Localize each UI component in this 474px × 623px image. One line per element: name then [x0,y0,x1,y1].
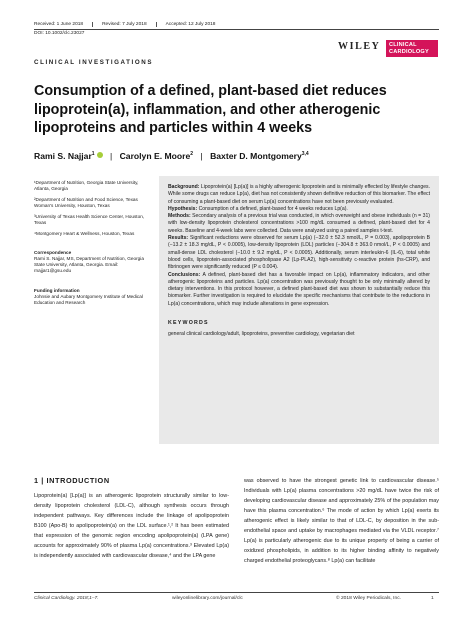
author-affiliation-mark: 3,4 [301,151,309,158]
orcid-icon[interactable] [97,152,103,158]
abstract-conclusions [168,272,430,308]
received-date: Received: 1 June 2018 [34,22,93,27]
author-name[interactable]: Rami S. Najjar [34,151,92,161]
abstract-text: A defined, plant-based diet has a favorable impact on Lp(a), inflammatory indicators, and other atherogenic lipoproteins and particles. Lp(a) concentration was previously thought to be only minimally altered by dietary interventions. In this protocol however, a defined plant-based diet was shown to substantially reduce this biomarker. Further investigation is required to elucidate the specific mechanisms that contribute to the reductions in Lp(a) concentrations, which may include alterations in gene expression. [168,271,430,307]
abstract-hypothesis [168,206,430,213]
author-separator: | [109,151,113,161]
header-rule [34,29,439,30]
footer-journal: Clinical Cardiology. 2018;1–7. [34,596,99,601]
footer-copyright: © 2018 Wiley Periodicals, Inc. [336,596,402,601]
funding [34,288,146,306]
paragraph: was observed to have the strongest genetic link to cardiovascular disease.⁵ Individuals with Lp(a) plasma concentrations >20 mg/dL have twice the risk of developing cardiovascular disease and approximately 25% of the population may have this plasma concentration.⁶ The mode of action by which Lp(a) exerts its atherogenic effect is likely similar to that of LDL-C, by deposition in the sub-endothelial space and uptake by macrophages mediated via the VLDL receptor.⁷ Lp(a) is particularly atherogenic due to its unique property of being a carrier of oxidized phospholipids, in addition to its higher binding affinity to negatively charged endothelial proteoglycans.⁸ Lp(a) can facilitate [244,478,439,564]
author-name[interactable]: Carolyn E. Moore [119,151,191,161]
affiliation: ³University of Texas Health Science Center, Houston, Texas [34,214,145,226]
intro-text-right [244,476,439,566]
journal-name-line1: CLINICAL [389,42,417,48]
abstract-text: Consumption of a defined, plant-based for 4 weeks reduces Lp(a). [198,205,348,212]
intro-text-left [34,491,229,561]
author-affiliation-mark: 2 [190,151,194,158]
footer-url[interactable]: wileyonlinelibrary.com/journal/clc [172,596,243,601]
abstract-label: Hypothesis: [168,205,198,212]
abstract-text: Significant reductions were observed for serum Lp(a) (−32.0 ± 52.3 nmol/L, P = 0.003), apolipoprotein B (−13.2 ± 18.3 mg/dL, P < 0.0005), low-density lipoprotein (LDL) particles (−304.8 ± 363.0 nmol/L, P < 0.0005) and small-dense LDL cholesterol (−10.0 ± 9.2 mg/dL, P < 0.0005). Additionally, serum interleukin-6 (IL-6), total white blood cells, lipoprotein-associated phospholipase A2 (Lp-PLA2), high-sensitivity c-reactive protein (hs-CRP), and fibrinogen were significantly reduced (P ≤ 0.004). [168,235,430,271]
abstract-label: Conclusions: [168,271,201,278]
journal-badge [386,40,438,57]
abstract [159,176,439,444]
abstract-label: Results: [168,235,189,242]
journal-name-line2: CARDIOLOGY [389,48,429,55]
funding-text: Johnsie and Aubary Montgomery Institute of Medical Education and Research [34,294,143,306]
section-label: CLINICAL INVESTIGATIONS [34,59,154,66]
funding-heading: Funding information [34,288,80,293]
footer-rule [34,592,439,593]
correspondence-heading: Correspondence [34,250,72,255]
affiliation: ²Department of Nutrition and Food Science, Texas Woman's University, Houston, Texas [34,197,138,209]
publisher-logo: WILEY [338,41,381,52]
author-separator: | [200,151,203,161]
abstract-results [168,235,430,271]
page-number: 1 [431,596,434,601]
keywords-heading: KEYWORDS [168,320,209,327]
accepted-date: Accepted: 12 July 2018 [165,22,216,27]
author-affiliation-mark: 1 [91,151,95,158]
article-history [34,20,439,29]
paragraph: Lipoprotein(a) [Lp(a)] is an atherogenic lipoprotein structurally similar to low-density lipoprotein cholesterol (LDL-C), although synthesis occurs through independent pathways. Key differences include the linkage of apolipoprotein B100 (Apo-B) to apolipoprotein(a) on the LDL surface.¹,² It has been estimated that expression of the genomic region encoding apolipoprotein(a) (LPA gene) accounts for approximately 90% of plasma Lp(a) concentrations.³ Elevated Lp(a) is independently associated with cardiovascular disease,⁴ and the LPA gene [34,493,229,559]
abstract-label: Background: [168,184,200,190]
revised-date: Revised: 7 July 2018 [102,22,157,27]
affiliation: ¹Department of Nutrition, Georgia State University, Atlanta, Georgia [34,180,139,192]
section-heading-introduction: 1 | INTRODUCTION [34,476,110,485]
author-name[interactable]: Baxter D. Montgomery [210,151,302,161]
correspondence-text: Rami S. Najjar, MS, Department of Nutrition, Georgia State University, Atlanta, Georgia. Email: rnajjar1@gsu.edu [34,256,144,274]
abstract-text: Secondary analysis of a previous trial was conducted, in which overweight and obese individuals (n = 31) with low-density lipoprotein cholesterol concentrations >100 mg/dL consumed a defined, plant-based diet for 4 weeks. Baseline and 4-week labs were collected. Data were analyzed using a paired samples t-test. [168,213,430,234]
abstract-text: Lipoprotein(a) [Lp(a)] is a highly atherogenic lipoprotein and is minimally effected by lifestyle changes. While some drugs can reduce Lp(a), diet has not consistently shown definitive reduction of this biomarker. The effect of consuming a plant-based diet on serum Lp(a) concentrations have not been previously evaluated. [168,184,431,205]
correspondence [34,250,146,274]
keywords: general clinical cardiology/adult, lipoproteins, preventive cardiology, vegetarian diet [168,331,355,338]
doi[interactable]: DOI: 10.1002/clc.23027 [34,31,85,36]
article-title: Consumption of a defined, plant-based diet reduces lipoprotein(a), inflammation, and other atherogenic lipoproteins and particles within 4 weeks [34,83,387,136]
abstract-methods [168,213,430,235]
abstract-label: Methods: [168,213,191,220]
abstract-background [168,184,430,206]
affiliation: ⁴Montgomery Heart & Wellness, Houston, Texas [34,231,135,236]
author-list [34,151,309,161]
